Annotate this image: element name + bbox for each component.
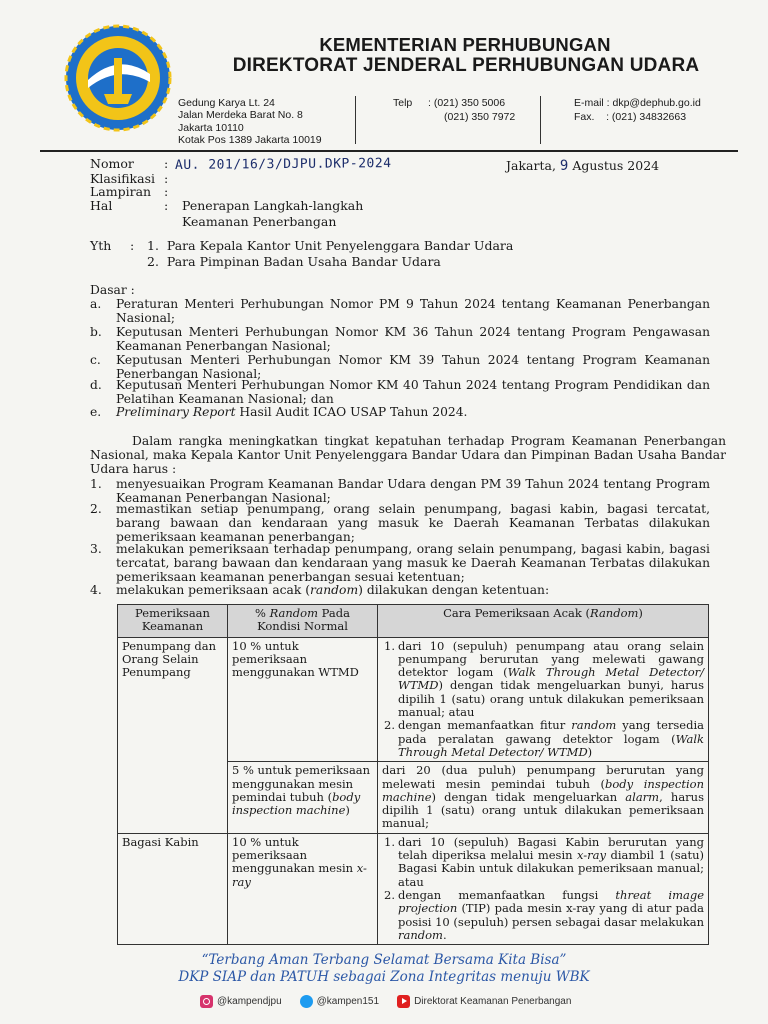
text-part: ) dilakukan dengan ketentuan: bbox=[358, 583, 550, 597]
email-line: E-mail : dkp@dephub.go.id bbox=[574, 97, 701, 109]
youtube-link[interactable] bbox=[397, 995, 571, 1008]
item-marker: e. bbox=[90, 405, 102, 419]
klasifikasi-label: Klasifikasi bbox=[90, 171, 155, 186]
instruction-item bbox=[90, 502, 710, 545]
address-line: Jalan Merdeka Barat No. 8 bbox=[178, 109, 303, 122]
method-item bbox=[382, 836, 704, 889]
italic-term: alarm bbox=[625, 789, 660, 804]
item-marker: a. bbox=[90, 297, 102, 311]
text-part: dari 10 (sepuluh) Bagasi Kabin berurutan yang telah diperiksa melalui mesin bbox=[398, 834, 704, 863]
header-cell bbox=[228, 605, 378, 638]
dasar-item bbox=[90, 378, 710, 406]
text-part: ) bbox=[345, 803, 350, 818]
item-text: Keputusan Menteri Perhubungan Nomor KM 40 Tahun 2024 tentang Program Pendidikan dan Pelatihan Keamanan Nasional; dan bbox=[116, 378, 710, 407]
telp-number: (021) 350 7972 bbox=[444, 110, 516, 123]
item-text: menyesuaikan Program Keamanan Bandar Udara dengan PM 39 Tahun 2024 tentang Program Keamanan Penerbangan Nasional; bbox=[116, 477, 710, 506]
recipient-list bbox=[147, 238, 513, 270]
dasar-item bbox=[90, 405, 710, 419]
ministry-emblem-icon bbox=[64, 24, 172, 132]
slogan-primary: “Terbang Aman Terbang Selamat Bersama Kita Bisa” bbox=[201, 952, 567, 968]
address-line: Kotak Pos 1389 Jakarta 10019 bbox=[178, 134, 322, 147]
item-marker: b. bbox=[90, 325, 102, 339]
italic-term: random bbox=[398, 927, 443, 942]
item-marker: c. bbox=[90, 353, 101, 367]
item-text: Peraturan Menteri Perhubungan Nomor PM 9 Tahun 2024 tentang Keamanan Penerbangan Nasional; bbox=[116, 297, 710, 326]
item-marker: 1. bbox=[384, 834, 395, 849]
method-item bbox=[382, 719, 704, 759]
social-links bbox=[200, 995, 589, 1008]
colon: : bbox=[130, 238, 135, 253]
text-part: dengan memanfaatkan fungsi bbox=[398, 887, 616, 902]
intro-paragraph: Dalam rangka meningkatkan tingkat kepatuhan terhadap Program Keamanan Penerbangan Nasional, maka Kepala Kantor Unit Penyelenggara Bandar Udara dan Pimpinan Badan Usaha Bandar Udara harus : bbox=[90, 434, 726, 477]
youtube-channel: Direktorat Keamanan Penerbangan bbox=[414, 996, 572, 1007]
twitter-icon bbox=[300, 995, 313, 1008]
italic-term: Walk Through Metal Detector/ WTMD bbox=[398, 665, 704, 693]
telp-label: Telp bbox=[393, 97, 413, 109]
hal-line: Keamanan Penerbangan bbox=[182, 214, 337, 229]
office-address bbox=[178, 97, 322, 147]
directorate-name: DIREKTORAT JENDERAL PERHUBUNGAN UDARA bbox=[232, 55, 700, 76]
hal-label: Hal bbox=[90, 198, 113, 213]
item-text: Keputusan Menteri Perhubungan Nomor KM 39 Tahun 2024 tentang Program Keamanan Penerbangan Nasional; bbox=[116, 353, 710, 382]
youtube-icon bbox=[397, 995, 410, 1008]
dasar-item bbox=[90, 325, 710, 353]
hal-value bbox=[182, 198, 363, 230]
twitter-link[interactable] bbox=[300, 995, 379, 1008]
italic-term: random bbox=[571, 718, 617, 733]
table-row bbox=[118, 637, 709, 762]
colon: : bbox=[164, 184, 169, 199]
dasar-title: Dasar : bbox=[90, 283, 135, 297]
item-marker: 1. bbox=[384, 638, 395, 653]
date-day: 9 bbox=[559, 158, 569, 174]
item-marker: 3. bbox=[90, 542, 102, 556]
item-text: memastikan setiap penumpang, orang selain penumpang, bagasi kabin, bagasi tercatat, barang bawaan dan kendaraan yang masuk ke Daerah Keamanan Terbatas dilakukan pemeriksaan keamanan penerbangan; bbox=[116, 502, 710, 545]
header-cell bbox=[378, 605, 709, 638]
colon: : bbox=[164, 171, 169, 186]
twitter-handle: @kampen151 bbox=[316, 996, 380, 1007]
item-marker: 2. bbox=[384, 887, 395, 902]
text-part: % bbox=[255, 606, 270, 620]
instagram-link[interactable] bbox=[200, 995, 282, 1008]
italic-term: x-ray bbox=[232, 861, 367, 889]
letter-date bbox=[506, 158, 659, 174]
text-part: ) bbox=[638, 606, 643, 620]
italic-term: x-ray bbox=[577, 848, 607, 863]
recipient-item: 2. Para Pimpinan Badan Usaha Bandar Udara bbox=[147, 254, 441, 269]
italic-term: Random bbox=[590, 606, 639, 620]
text-part: dari 20 (dua puluh) penumpang berurutan yang melewati mesin pemindai tubuh ( bbox=[382, 763, 704, 791]
italic-term: Walk Through Metal Detector/ WTMD bbox=[398, 731, 704, 759]
address-line: Gedung Karya Lt. 24 bbox=[178, 97, 275, 109]
date-place: Jakarta, bbox=[506, 158, 556, 173]
percentage-cell bbox=[228, 833, 378, 944]
italic-term: body inspection machine bbox=[232, 789, 361, 818]
header-divider bbox=[355, 96, 356, 144]
header-rule bbox=[40, 150, 738, 152]
method-item bbox=[382, 640, 704, 720]
percentage-cell: 10 % untuk pemeriksaan menggunakan WTMD bbox=[228, 637, 378, 762]
nomor-value: AU. 201/16/3/DJPU.DKP-2024 bbox=[174, 156, 392, 173]
dasar-item bbox=[90, 297, 710, 325]
header-divider bbox=[540, 96, 541, 144]
italic-term: Preliminary Report bbox=[116, 405, 236, 419]
item-marker: 2. bbox=[90, 502, 102, 516]
italic-term: random bbox=[310, 583, 359, 597]
text-part: ) dengan tidak mengeluarkan bbox=[431, 789, 626, 804]
text-part: ) bbox=[587, 744, 593, 759]
random-check-table bbox=[117, 604, 709, 945]
text-part: Cara Pemeriksaan Acak ( bbox=[443, 606, 591, 620]
colon: : bbox=[164, 156, 169, 171]
item-marker: 2. bbox=[384, 718, 395, 733]
category-cell: Bagasi Kabin bbox=[118, 833, 228, 944]
recipient-item: 1. Para Kepala Kantor Unit Penyelenggara Bandar Udara bbox=[147, 238, 514, 253]
contact-info bbox=[574, 97, 701, 124]
lampiran-label: Lampiran bbox=[90, 184, 152, 199]
text-part: melakukan pemeriksaan acak ( bbox=[116, 583, 311, 597]
text-part: 5 % untuk pemeriksaan menggunakan mesin pemindai tubuh ( bbox=[232, 763, 371, 804]
text-part: . bbox=[442, 927, 447, 942]
header-cell: Pemeriksaan Keamanan bbox=[118, 605, 228, 638]
telp-numbers bbox=[428, 97, 515, 124]
ministry-name: KEMENTERIAN PERHUBUNGAN bbox=[319, 34, 611, 55]
method-cell bbox=[378, 762, 709, 833]
text-part: Pada Kondisi Normal bbox=[257, 606, 350, 634]
item-text: Keputusan Menteri Perhubungan Nomor KM 36 Tahun 2024 tentang Program Pengawasan Keamanan Penerbangan Nasional; bbox=[116, 325, 710, 354]
item-text bbox=[116, 405, 710, 419]
yth-label: Yth bbox=[90, 238, 112, 253]
instagram-handle: @kampendjpu bbox=[217, 996, 282, 1007]
method-cell bbox=[378, 637, 709, 762]
table-header-row bbox=[118, 605, 709, 638]
text-part: ) dengan tidak mengeluarkan bunyi, harus dipilih 1 (satu) orang untuk dilakukan pemeriksaan manual; atau bbox=[398, 678, 704, 720]
colon: : bbox=[164, 198, 169, 213]
italic-term: body inspection machine bbox=[382, 776, 704, 804]
italic-term: Random bbox=[269, 606, 319, 620]
instagram-icon bbox=[200, 995, 213, 1008]
item-text-rest: Hasil Audit ICAO USAP Tahun 2024. bbox=[235, 405, 468, 419]
hal-line: Penerapan Langkah-langkah bbox=[182, 198, 364, 213]
item-marker: d. bbox=[90, 378, 102, 392]
text-part: dari 10 (sepuluh) penumpang atau orang selain penumpang berurutan yang melewati gawang detektor logam ( bbox=[398, 638, 704, 680]
text-part: , harus dipilih 1 (satu) orang untuk dilakukan pemeriksaan manual; bbox=[382, 789, 704, 831]
method-item bbox=[382, 889, 704, 942]
instruction-item bbox=[90, 542, 710, 585]
instruction-item bbox=[90, 583, 710, 597]
item-text: melakukan pemeriksaan terhadap penumpang, orang selain penumpang, bagasi kabin, bagasi tercatat, barang bawaan dan kendaraan yang masuk ke Daerah Keamanan Terbatas dilakukan pemeriksaan keamanan penerbangan sesuai ketentuan; bbox=[116, 542, 710, 585]
text-part: yang tersedia pada peralatan gawang detektor logam ( bbox=[398, 718, 705, 746]
text-part: dengan memanfaatkan fitur bbox=[398, 718, 572, 733]
item-marker: 4. bbox=[90, 583, 102, 597]
italic-term: threat image projection bbox=[398, 887, 705, 916]
nomor-label: Nomor bbox=[90, 156, 134, 171]
text-part: (TIP) pada mesin x-ray yang di atur pada posisi 10 (sepuluh) persen sebagai dasar melakukan bbox=[398, 901, 704, 929]
item-marker: 1. bbox=[90, 477, 102, 491]
table-row bbox=[118, 833, 709, 944]
text-part: diambil 1 (satu) Bagasi Kabin untuk dilakukan pemeriksaan manual; atau bbox=[398, 848, 704, 889]
address-line: Jakarta 10110 bbox=[178, 121, 244, 134]
percentage-cell bbox=[228, 762, 378, 833]
method-cell bbox=[378, 833, 709, 944]
item-text bbox=[116, 583, 710, 597]
date-month-year: Agustus 2024 bbox=[572, 158, 660, 173]
fax-line: Fax. : (021) 34832663 bbox=[574, 110, 687, 123]
slogan-integrity: DKP SIAP dan PATUH sebagai Zona Integritas menuju WBK bbox=[178, 969, 590, 985]
text-part: 10 % untuk pemeriksaan menggunakan mesin bbox=[232, 834, 357, 876]
telp-number: : (021) 350 5006 bbox=[428, 97, 506, 109]
category-cell: Penumpang dan Orang Selain Penumpang bbox=[118, 637, 228, 833]
